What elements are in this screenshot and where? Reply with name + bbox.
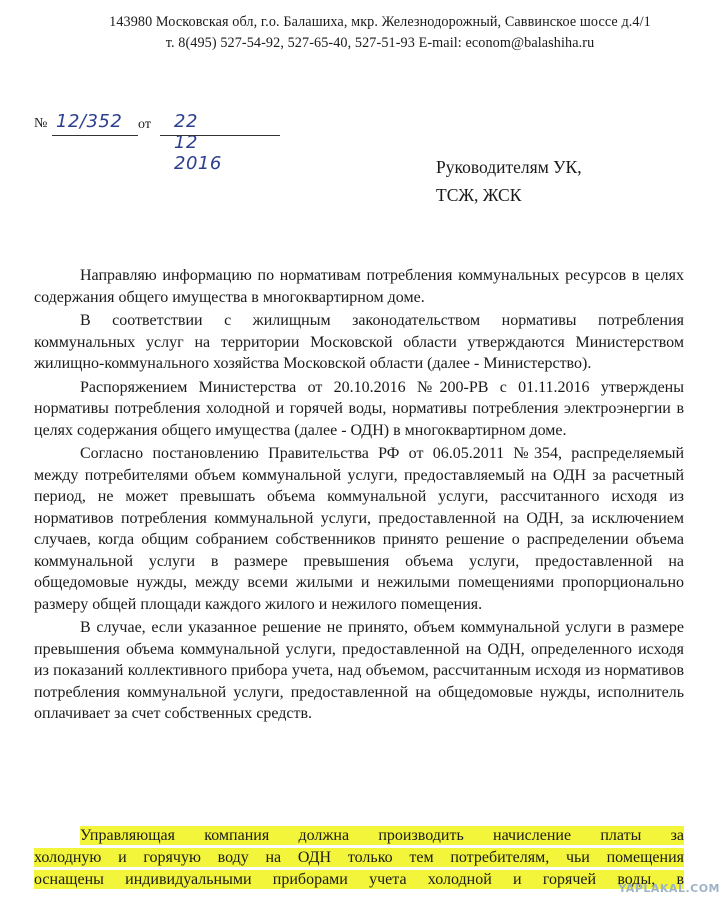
paragraph-1: Направляю информацию по нормативам потребления коммунальных ресурсов в целях содержания общего имущества в многоквартирном доме.	[34, 267, 684, 306]
highlight-line-3	[34, 869, 684, 891]
site-watermark: YAPLAKAL.COM	[618, 882, 720, 895]
highlight-line-1	[34, 825, 684, 847]
highlighted-paragraph	[34, 825, 684, 891]
number-underline	[52, 135, 138, 136]
date-label: от	[138, 117, 151, 132]
highlight-text-3: оснащены индивидуальными приборами учета холодной и горячей воды, в	[34, 871, 684, 888]
handwritten-number: 12/352	[56, 111, 123, 132]
highlight-line-2	[34, 847, 684, 869]
highlight-text-1: Управляющая компания должна производить начисление платы за	[80, 827, 684, 844]
highlight-text-2: холодную и горячую воду на ОДН только тем потребителям, чьи помещения	[34, 849, 684, 866]
addressee-block	[436, 153, 582, 209]
paragraph-4: Согласно постановлению Правительства РФ от 06.05.2011 №354, распределяемый между потребителями объем коммунальной услуги, предоставляемый на ОДН за расчетный период, не может превышать объема коммунальной услуги, рассчитанного исходя из нормативов потребления коммунальной услуги, предоставленной на ОДН, за исключением случаев, когда общим собранием собственников принято решение о распределении объема коммунальной услуги в размере превышения объема услуги, предоставленной на общедомовые нужды, между всеми жилыми и нежилыми помещениями пропорционально размеру общей площади каждого жилого и нежилого помещения.	[34, 445, 684, 613]
paragraph-3: Распоряжением Министерства от 20.10.2016 №200-РВ с 01.11.2016 утверждены нормативы потребления холодной и горячей воды, нормативы потребления электроэнергии в целях содержания общего имущества (далее - ОДН) в многоквартирном доме.	[34, 378, 684, 439]
paragraph-2: В соответствии с жилищным законодательством нормативы потребления коммунальных услуг на территории Московской области утверждаются Министерством жилищно-коммунального хозяйства Московской области (далее - Министерство).	[34, 312, 684, 372]
letterhead	[60, 12, 700, 54]
letter-body	[34, 265, 684, 725]
addressee-line-2: ТСЖ, ЖСК	[436, 185, 522, 205]
number-label: №	[34, 116, 48, 131]
paragraph-5: В случае, если указанное решение не принято, объем коммунальной услуги в размере превышения объема коммунальной услуги, предоставленной на ОДН, определенного исходя из показаний коллективного прибора учета, над объемом, рассчитанным исходя из нормативов потребления коммунальной услуги, предоставленной на общедомовые нужды, исполнитель оплачивает за счет собственных средств.	[34, 619, 684, 722]
date-underline	[160, 135, 280, 136]
address-line: 143980 Московская обл, г.о. Балашиха, мкр. Железнодорожный, Саввинское шоссе д.4/1	[109, 14, 651, 30]
contacts-line: т. 8(495) 527-54-92, 527-65-40, 527-51-93 E-mail: econom@balashiha.ru	[165, 35, 595, 51]
handwritten-date: 22 12 2016	[174, 111, 222, 174]
addressee-line-1: Руководителям УК,	[436, 157, 582, 177]
